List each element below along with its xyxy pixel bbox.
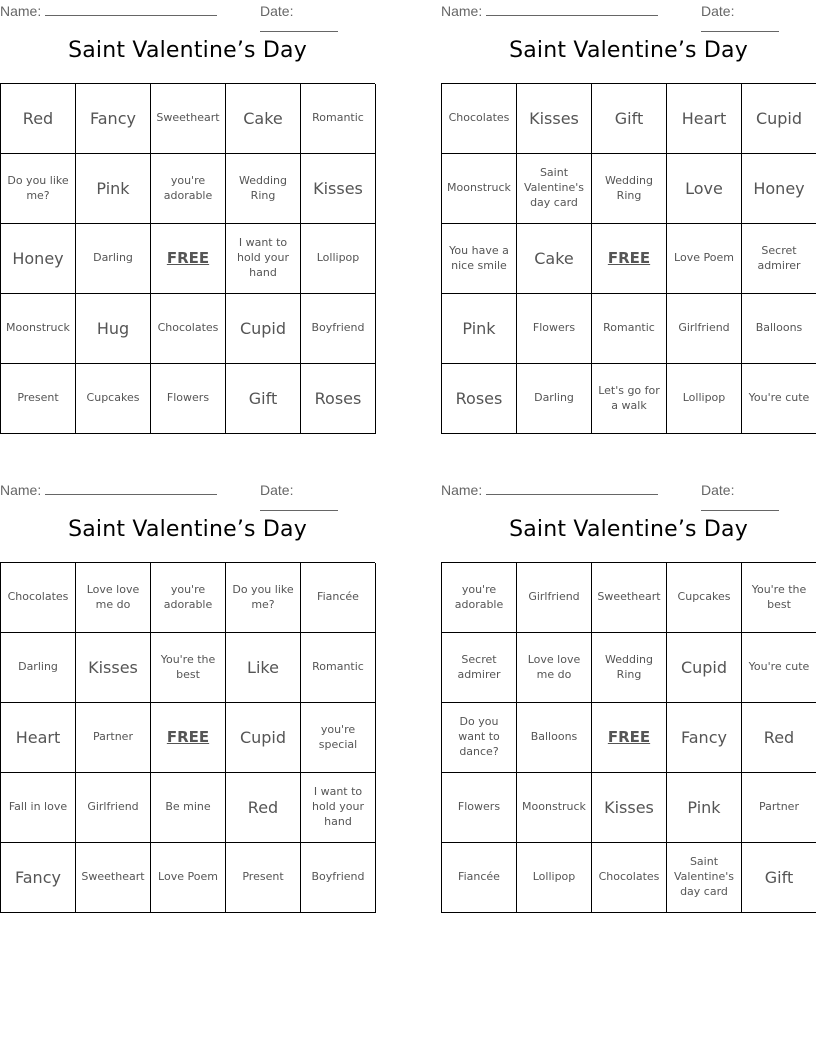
bingo-cell: Cake [517, 224, 592, 294]
date-blank-line [260, 498, 338, 511]
card-header [441, 479, 816, 499]
name-field [441, 482, 658, 498]
bingo-cell: Red [742, 703, 816, 773]
bingo-cell: Balloons [742, 294, 816, 364]
name-blank-line [486, 3, 658, 16]
bingo-cell: Cupid [742, 84, 816, 154]
date-blank-line [701, 498, 779, 511]
bingo-cell: Moonstruck [442, 154, 517, 224]
bingo-cell: Cupid [226, 294, 301, 364]
bingo-cell: Honey [1, 224, 76, 294]
date-blank-line [701, 19, 779, 32]
bingo-cell: Flowers [151, 364, 226, 434]
bingo-cell: Wedding Ring [592, 154, 667, 224]
bingo-cell: Moonstruck [1, 294, 76, 364]
bingo-cell: Chocolates [151, 294, 226, 364]
bingo-cell: Fancy [76, 84, 151, 154]
bingo-cell: Honey [742, 154, 816, 224]
bingo-cell: Sweetheart [151, 84, 226, 154]
bingo-cell: Sweetheart [76, 843, 151, 913]
card-title: Saint Valentine’s Day [509, 517, 748, 542]
bingo-cell: Cupid [226, 703, 301, 773]
name-blank-line [45, 482, 217, 495]
bingo-cell: Darling [1, 633, 76, 703]
card-header [0, 479, 375, 499]
date-field [260, 482, 375, 514]
bingo-cell: Boyfriend [301, 294, 376, 364]
bingo-cell: Lollipop [667, 364, 742, 434]
bingo-cell: Sweetheart [592, 563, 667, 633]
bingo-cell: Do you like me? [1, 154, 76, 224]
bingo-cell: Red [226, 773, 301, 843]
bingo-grid [0, 83, 375, 434]
bingo-cell: Girlfriend [76, 773, 151, 843]
date-field [701, 3, 816, 35]
bingo-cell: Fancy [667, 703, 742, 773]
bingo-cell: Flowers [517, 294, 592, 364]
bingo-cell: Love Poem [667, 224, 742, 294]
bingo-grid [441, 562, 816, 913]
bingo-cell: Pink [76, 154, 151, 224]
bingo-grid [0, 562, 375, 913]
bingo-cell: Cupcakes [76, 364, 151, 434]
bingo-cell: Partner [76, 703, 151, 773]
bingo-cell: You're the best [151, 633, 226, 703]
bingo-cell: I want to hold your hand [226, 224, 301, 294]
bingo-cell: Secret admirer [742, 224, 816, 294]
bingo-cell: Boyfriend [301, 843, 376, 913]
bingo-card [441, 0, 816, 412]
bingo-grid [441, 83, 816, 434]
bingo-cell: Chocolates [1, 563, 76, 633]
bingo-cell: Moonstruck [517, 773, 592, 843]
bingo-cell: You're the best [742, 563, 816, 633]
bingo-cell: Darling [517, 364, 592, 434]
free-space-cell: FREE [151, 703, 226, 773]
bingo-card [441, 479, 816, 898]
bingo-cell: Chocolates [592, 843, 667, 913]
bingo-cell: Darling [76, 224, 151, 294]
bingo-cell: Gift [742, 843, 816, 913]
bingo-cell: Gift [592, 84, 667, 154]
bingo-cell: Roses [301, 364, 376, 434]
bingo-cell: Love love me do [76, 563, 151, 633]
bingo-cell: You're cute [742, 633, 816, 703]
card-title: Saint Valentine’s Day [68, 38, 307, 63]
bingo-cell: you're adorable [442, 563, 517, 633]
bingo-cell: Gift [226, 364, 301, 434]
bingo-cell: I want to hold your hand [301, 773, 376, 843]
bingo-cell: you're adorable [151, 154, 226, 224]
bingo-cell: Red [1, 84, 76, 154]
bingo-cell: Girlfriend [517, 563, 592, 633]
bingo-cell: Roses [442, 364, 517, 434]
bingo-cell: Fancy [1, 843, 76, 913]
bingo-cell: Love [667, 154, 742, 224]
bingo-cell: Kisses [76, 633, 151, 703]
date-label: Date: [260, 482, 294, 498]
bingo-cell: Cupcakes [667, 563, 742, 633]
card-title: Saint Valentine’s Day [68, 517, 307, 542]
date-label: Date: [701, 482, 735, 498]
card-header [441, 0, 816, 20]
bingo-cell: Heart [667, 84, 742, 154]
name-blank-line [45, 3, 217, 16]
bingo-cell: Flowers [442, 773, 517, 843]
name-blank-line [486, 482, 658, 495]
free-space-cell: FREE [592, 703, 667, 773]
bingo-cell: Cake [226, 84, 301, 154]
bingo-cell: Wedding Ring [226, 154, 301, 224]
bingo-cell: Present [226, 843, 301, 913]
bingo-cell: Saint Valentine's day card [517, 154, 592, 224]
card-header [0, 0, 375, 20]
bingo-cell: Like [226, 633, 301, 703]
bingo-cell: you're special [301, 703, 376, 773]
date-label: Date: [701, 3, 735, 19]
bingo-cell: Do you like me? [226, 563, 301, 633]
name-label: Name: [441, 482, 483, 498]
card-title: Saint Valentine’s Day [509, 38, 748, 63]
date-blank-line [260, 19, 338, 32]
bingo-cell: Balloons [517, 703, 592, 773]
bingo-cell: Kisses [301, 154, 376, 224]
free-space-cell: FREE [592, 224, 667, 294]
bingo-cell: Girlfriend [667, 294, 742, 364]
name-label: Name: [0, 482, 42, 498]
bingo-cell: Be mine [151, 773, 226, 843]
bingo-card [0, 479, 375, 887]
name-field [441, 3, 658, 19]
bingo-cell: You're cute [742, 364, 816, 434]
bingo-cell: Wedding Ring [592, 633, 667, 703]
bingo-cell: Lollipop [301, 224, 376, 294]
bingo-cell: Hug [76, 294, 151, 364]
bingo-cell: Present [1, 364, 76, 434]
bingo-card [0, 0, 375, 408]
name-label: Name: [441, 3, 483, 19]
bingo-cell: Kisses [517, 84, 592, 154]
bingo-cell: Lollipop [517, 843, 592, 913]
bingo-cell: Love Poem [151, 843, 226, 913]
bingo-cell: Secret admirer [442, 633, 517, 703]
bingo-cell: Pink [442, 294, 517, 364]
bingo-cell: Fall in love [1, 773, 76, 843]
bingo-cell: Kisses [592, 773, 667, 843]
bingo-cell: Chocolates [442, 84, 517, 154]
date-field [260, 3, 375, 35]
date-label: Date: [260, 3, 294, 19]
bingo-cell: Cupid [667, 633, 742, 703]
bingo-cell: Romantic [301, 633, 376, 703]
bingo-cell: Do you want to dance? [442, 703, 517, 773]
name-field [0, 482, 217, 498]
bingo-cell: Saint Valentine's day card [667, 843, 742, 913]
bingo-cell: Romantic [592, 294, 667, 364]
bingo-cell: Romantic [301, 84, 376, 154]
bingo-cell: Partner [742, 773, 816, 843]
bingo-cell: Love love me do [517, 633, 592, 703]
date-field [701, 482, 816, 514]
bingo-cell: Heart [1, 703, 76, 773]
bingo-cell: Pink [667, 773, 742, 843]
name-field [0, 3, 217, 19]
bingo-cell: you're adorable [151, 563, 226, 633]
bingo-cell: You have a nice smile [442, 224, 517, 294]
bingo-cell: Fiancée [442, 843, 517, 913]
bingo-cell: Fiancée [301, 563, 376, 633]
bingo-cell: Let's go for a walk [592, 364, 667, 434]
name-label: Name: [0, 3, 42, 19]
free-space-cell: FREE [151, 224, 226, 294]
